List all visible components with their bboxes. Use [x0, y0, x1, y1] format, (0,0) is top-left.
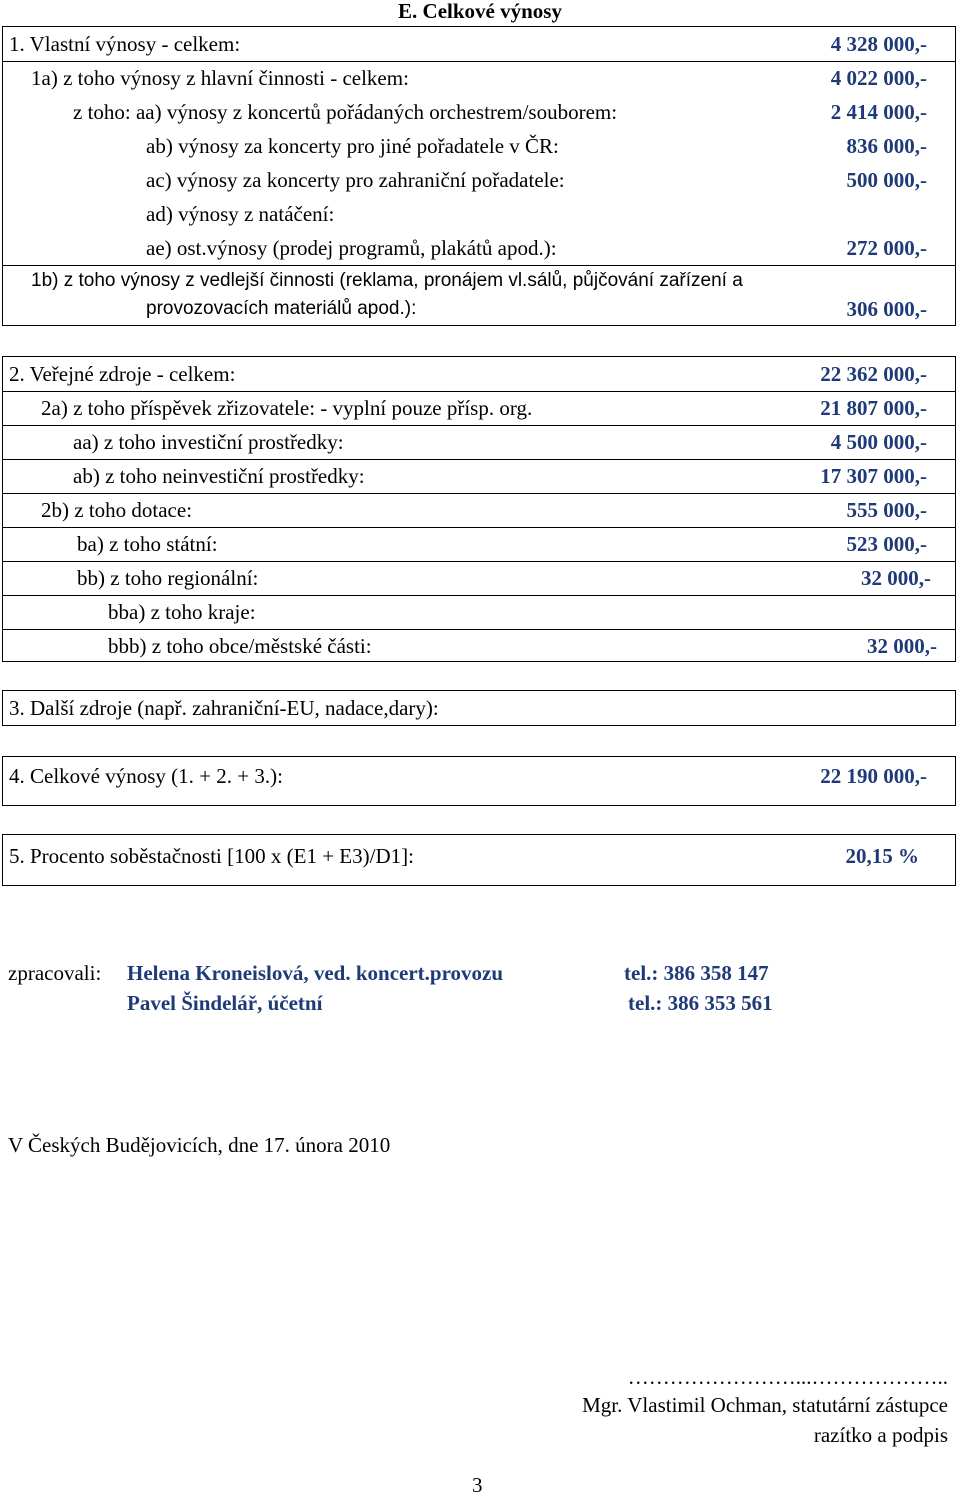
- state-subsidies-row: [3, 527, 955, 562]
- public-sources-box: [2, 356, 956, 662]
- non-investment-row: [3, 459, 955, 494]
- foreign-concerts-row: [3, 163, 955, 197]
- municipality-subsidies-row: [3, 629, 955, 663]
- row-value: 17 307 000,-: [820, 464, 927, 488]
- own-revenue-box: [2, 26, 956, 326]
- row-value: 20,15 %: [845, 844, 919, 868]
- subsidies-row: [3, 493, 955, 528]
- stamp-signature-note: razítko a podpis: [813, 1423, 948, 1447]
- row-value: 2 414 000,-: [830, 100, 927, 124]
- row-value: 4 500 000,-: [830, 430, 927, 454]
- signatory-name: Mgr. Vlastimil Ochman, statutární zástupce: [582, 1393, 948, 1417]
- region-subsidies-row: [3, 595, 955, 630]
- row-value: 500 000,-: [846, 168, 927, 192]
- row-label: ba) z toho státní:: [77, 532, 218, 556]
- self-sufficiency-box: [2, 834, 956, 886]
- prepared-by-label: zpracovali:: [8, 961, 102, 985]
- row-label: ad) výnosy z natáčení:: [146, 202, 335, 226]
- own-concerts-row: [3, 95, 955, 129]
- other-revenue-row: [3, 231, 955, 266]
- row-label: 5. Procento soběstačnosti [100 x (E1 + E3)/D1]:: [9, 844, 414, 868]
- secondary-activity-row: [3, 267, 955, 323]
- preparer-phone-2: tel.: 386 353 561: [628, 991, 773, 1015]
- row-value: 306 000,-: [846, 297, 927, 321]
- row-label: ac) výnosy za koncerty pro zahraniční pořadatele:: [146, 168, 565, 192]
- row-value: 4 022 000,-: [830, 66, 927, 90]
- row-label: z toho: aa) výnosy z koncertů pořádaných orchestrem/souborem:: [73, 100, 618, 124]
- self-sufficiency-row: [3, 839, 955, 873]
- other-sources-box: [2, 690, 956, 726]
- row-value: 22 362 000,-: [820, 362, 927, 386]
- preparer-name-1: Helena Kroneislová, ved. koncert.provozu: [127, 961, 504, 985]
- preparer-phone-1: tel.: 386 358 147: [624, 961, 769, 985]
- row-value: 836 000,-: [846, 134, 927, 158]
- row-value: 523 000,-: [846, 532, 927, 556]
- public-sources-total-row: [3, 357, 955, 392]
- row-value: 32 000,-: [861, 566, 931, 590]
- domestic-concerts-row: [3, 129, 955, 163]
- regional-subsidies-row: [3, 561, 955, 596]
- page-number: 3: [472, 1473, 483, 1497]
- section-title: E. Celkové výnosy: [398, 0, 562, 23]
- row-value: 32 000,-: [867, 634, 937, 658]
- row-label: ab) z toho neinvestiční prostředky:: [73, 464, 365, 488]
- row-label: bb) z toho regionální:: [77, 566, 259, 590]
- row-label: 2. Veřejné zdroje - celkem:: [9, 362, 236, 386]
- row-label: 2a) z toho příspěvek zřizovatele: - vyplní pouze přísp. org.: [41, 396, 533, 420]
- row-label: 1a) z toho výnosy z hlavní činnosti - celkem:: [31, 66, 409, 90]
- other-sources-row: [3, 691, 955, 725]
- row-value: 21 807 000,-: [820, 396, 927, 420]
- preparer-name-2: Pavel Šindelář, účetní: [127, 991, 323, 1015]
- row-label: 1. Vlastní výnosy - celkem:: [9, 32, 241, 56]
- row-label: ab) výnosy za koncerty pro jiné pořadatele v ČR:: [146, 134, 559, 158]
- own-revenue-total-row: [3, 27, 955, 62]
- row-label-continued: provozovacích materiálů apod.):: [146, 298, 417, 319]
- main-activity-row: [3, 61, 955, 95]
- row-value: 555 000,-: [846, 498, 927, 522]
- row-value: 272 000,-: [846, 236, 927, 260]
- total-revenue-row: [3, 759, 955, 793]
- row-label: 3. Další zdroje (např. zahraniční-EU, nadace,dary):: [9, 696, 439, 720]
- row-label: bba) z toho kraje:: [108, 600, 256, 624]
- row-label: ae) ost.výnosy (prodej programů, plakátů apod.):: [146, 236, 557, 260]
- row-label: aa) z toho investiční prostředky:: [73, 430, 344, 454]
- row-value: 4 328 000,-: [830, 32, 927, 56]
- founder-contribution-row: [3, 391, 955, 426]
- row-label: 4. Celkové výnosy (1. + 2. + 3.):: [9, 764, 283, 788]
- signature-dots: ……………………...………………..: [627, 1365, 948, 1389]
- investment-row: [3, 425, 955, 460]
- row-label: 2b) z toho dotace:: [41, 498, 193, 522]
- row-label: 1b) z toho výnosy z vedlejší činnosti (reklama, pronájem vl.sálů, půjčování zařízení a: [31, 270, 743, 291]
- recording-row: [3, 197, 955, 231]
- row-value: 22 190 000,-: [820, 764, 927, 788]
- row-label: bbb) z toho obce/městské části:: [108, 634, 372, 658]
- total-revenue-box: [2, 756, 956, 806]
- place-date: V Českých Budějovicích, dne 17. února 2010: [8, 1133, 391, 1157]
